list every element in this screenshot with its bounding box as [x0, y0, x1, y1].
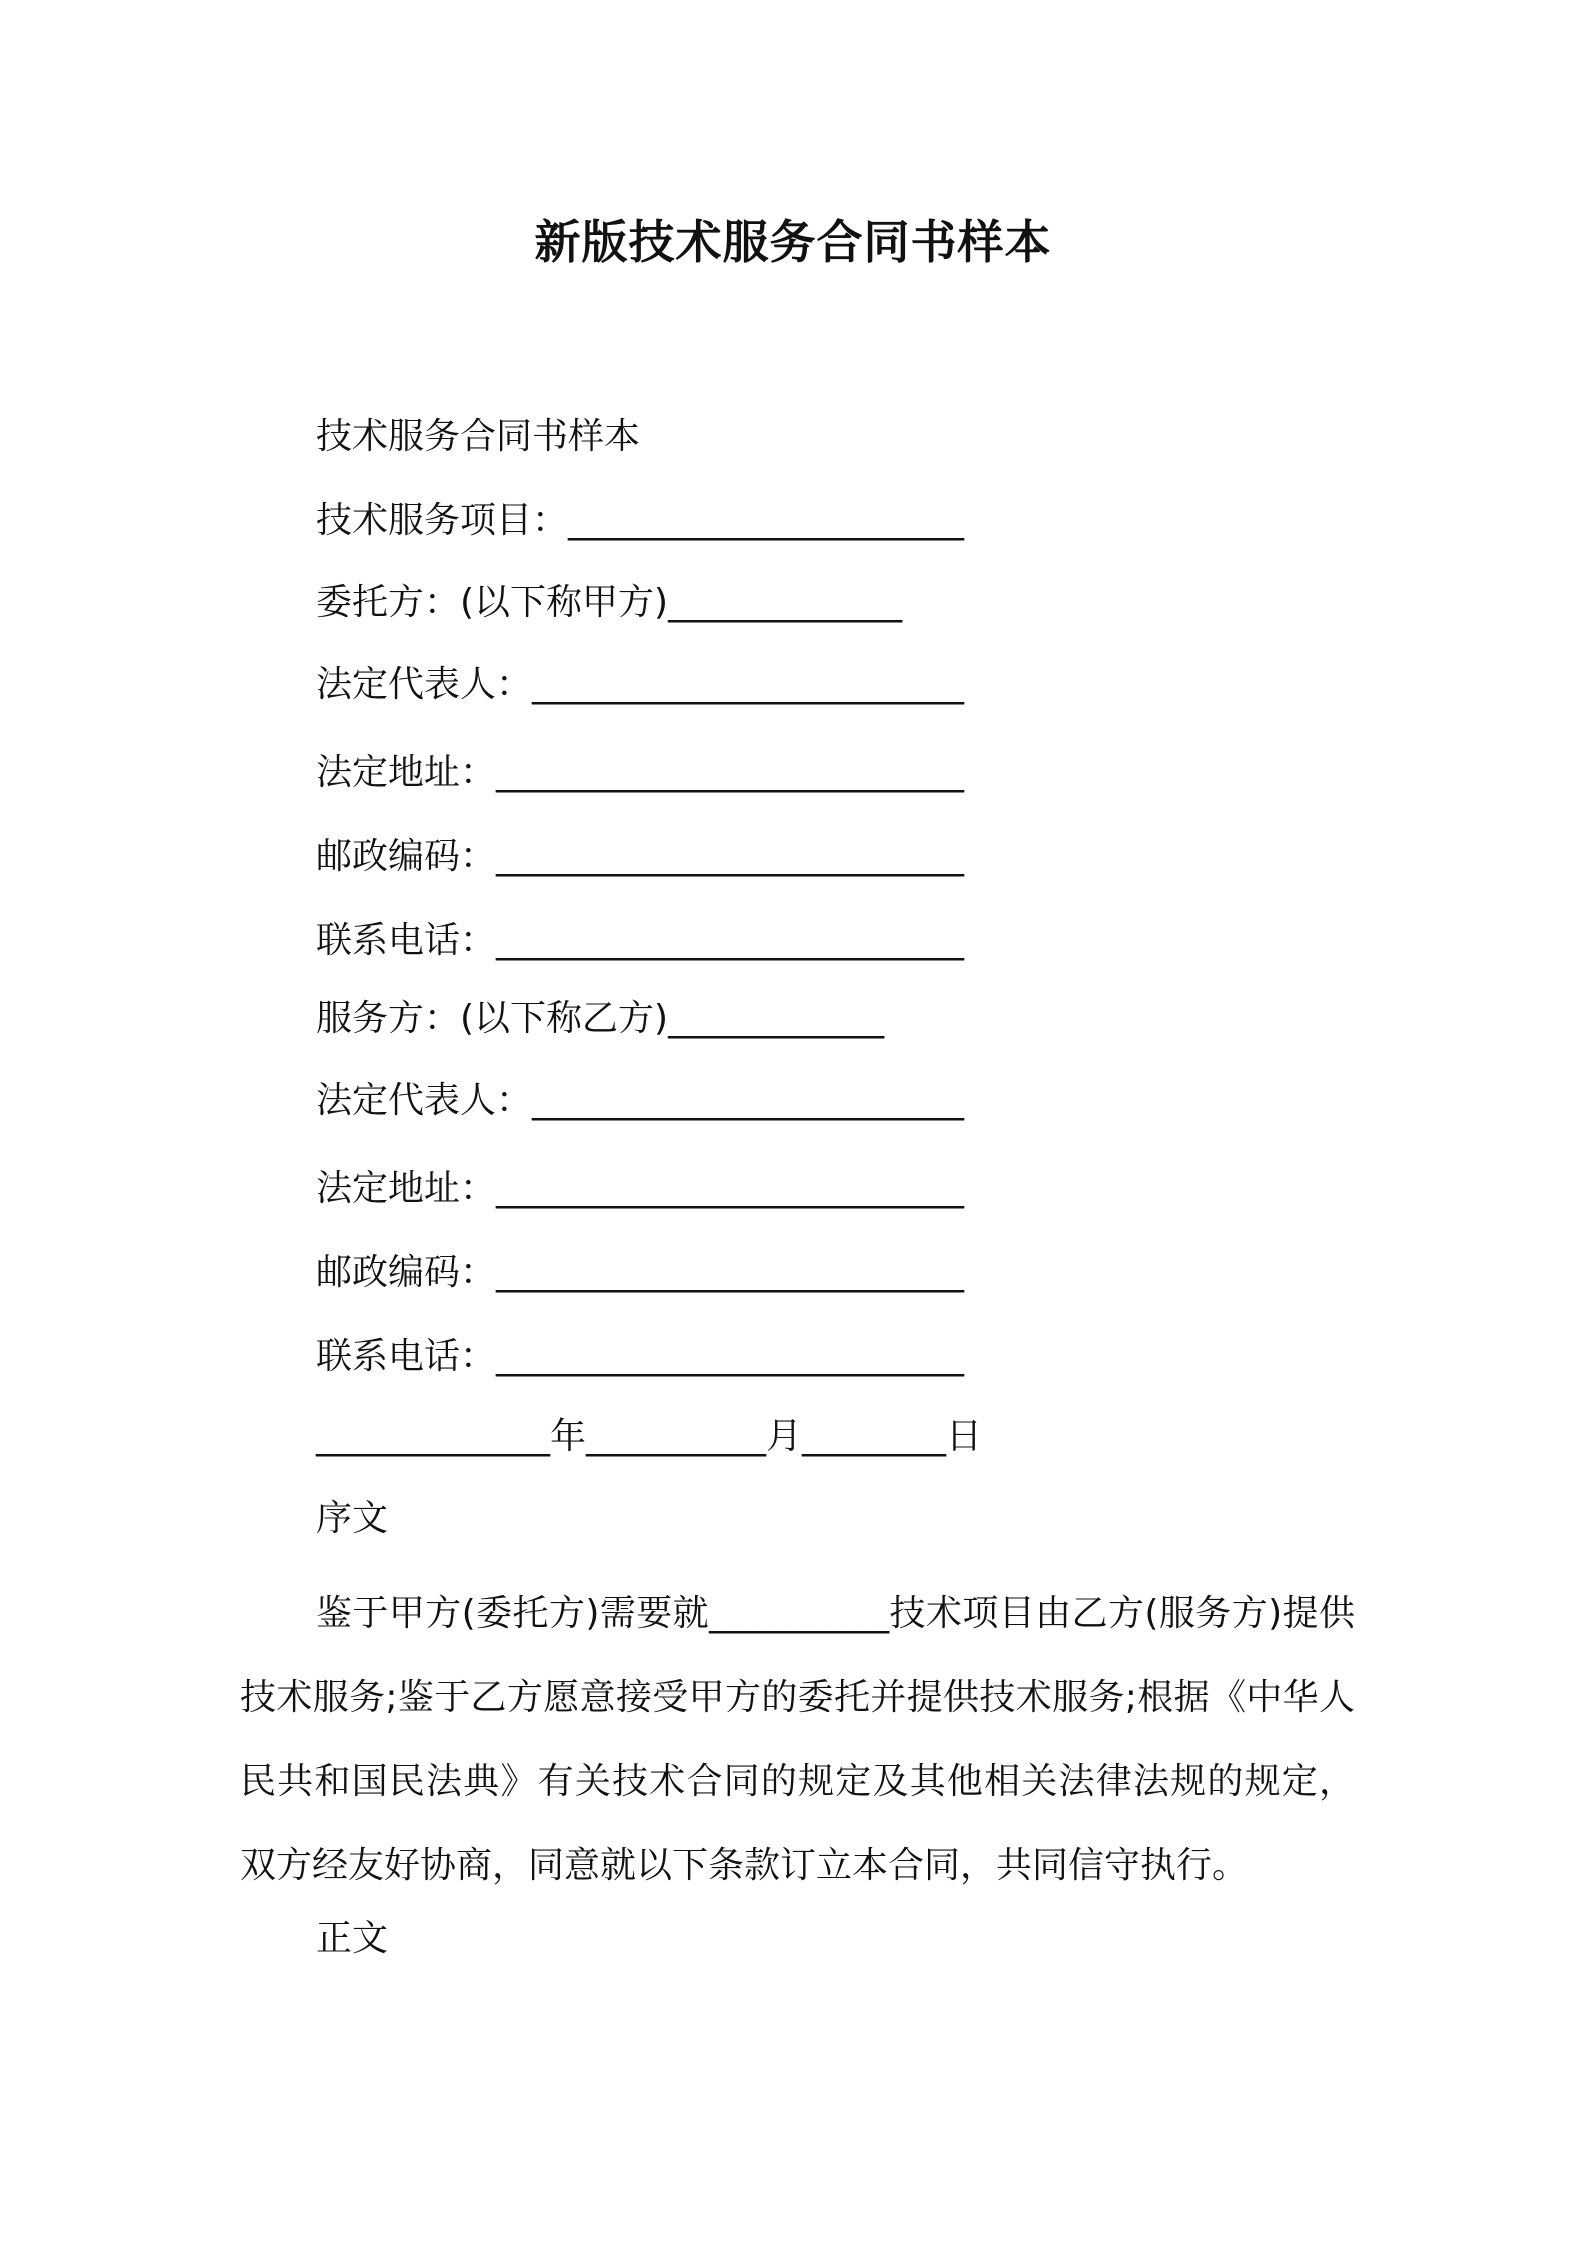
subtitle: 技术服务合同书样本 [316, 416, 641, 457]
field-client-legal-rep: 法定代表人：________________________ [316, 664, 965, 705]
document-title: 新版技术服务合同书样本 [534, 215, 1052, 269]
field-provider-address: 法定地址：__________________________ [316, 1168, 965, 1209]
field-provider-phone: 联系电话：__________________________ [316, 1336, 965, 1377]
preface-paragraph: 鉴于甲方(委托方)需要就__________技术项目由乙方(服务方)提供技术服务;鉴于乙方愿意接受甲方的委托并提供技术服务;根据《中华人民共和国民法典》有关技术合同的规定及其他相关法律法规的规定，双方经友好协商，同意就以下条款订立本合同，共同信守执行。 [240, 1593, 1355, 1886]
field-provider-legal-rep: 法定代表人：________________________ [316, 1080, 965, 1121]
field-date: _____________年__________月________日 [316, 1416, 982, 1457]
field-client: 委托方：(以下称甲方)_____________ [316, 582, 903, 623]
body-heading: 正文 [316, 1918, 389, 1959]
preface-heading: 序文 [316, 1498, 389, 1539]
field-client-phone: 联系电话：__________________________ [316, 920, 965, 961]
field-client-address: 法定地址：__________________________ [316, 752, 965, 793]
field-service-project: 技术服务项目：______________________ [316, 500, 965, 541]
field-client-postcode: 邮政编码：__________________________ [316, 836, 965, 877]
field-provider-postcode: 邮政编码：__________________________ [316, 1252, 965, 1293]
field-provider: 服务方：(以下称乙方)____________ [316, 998, 885, 1039]
